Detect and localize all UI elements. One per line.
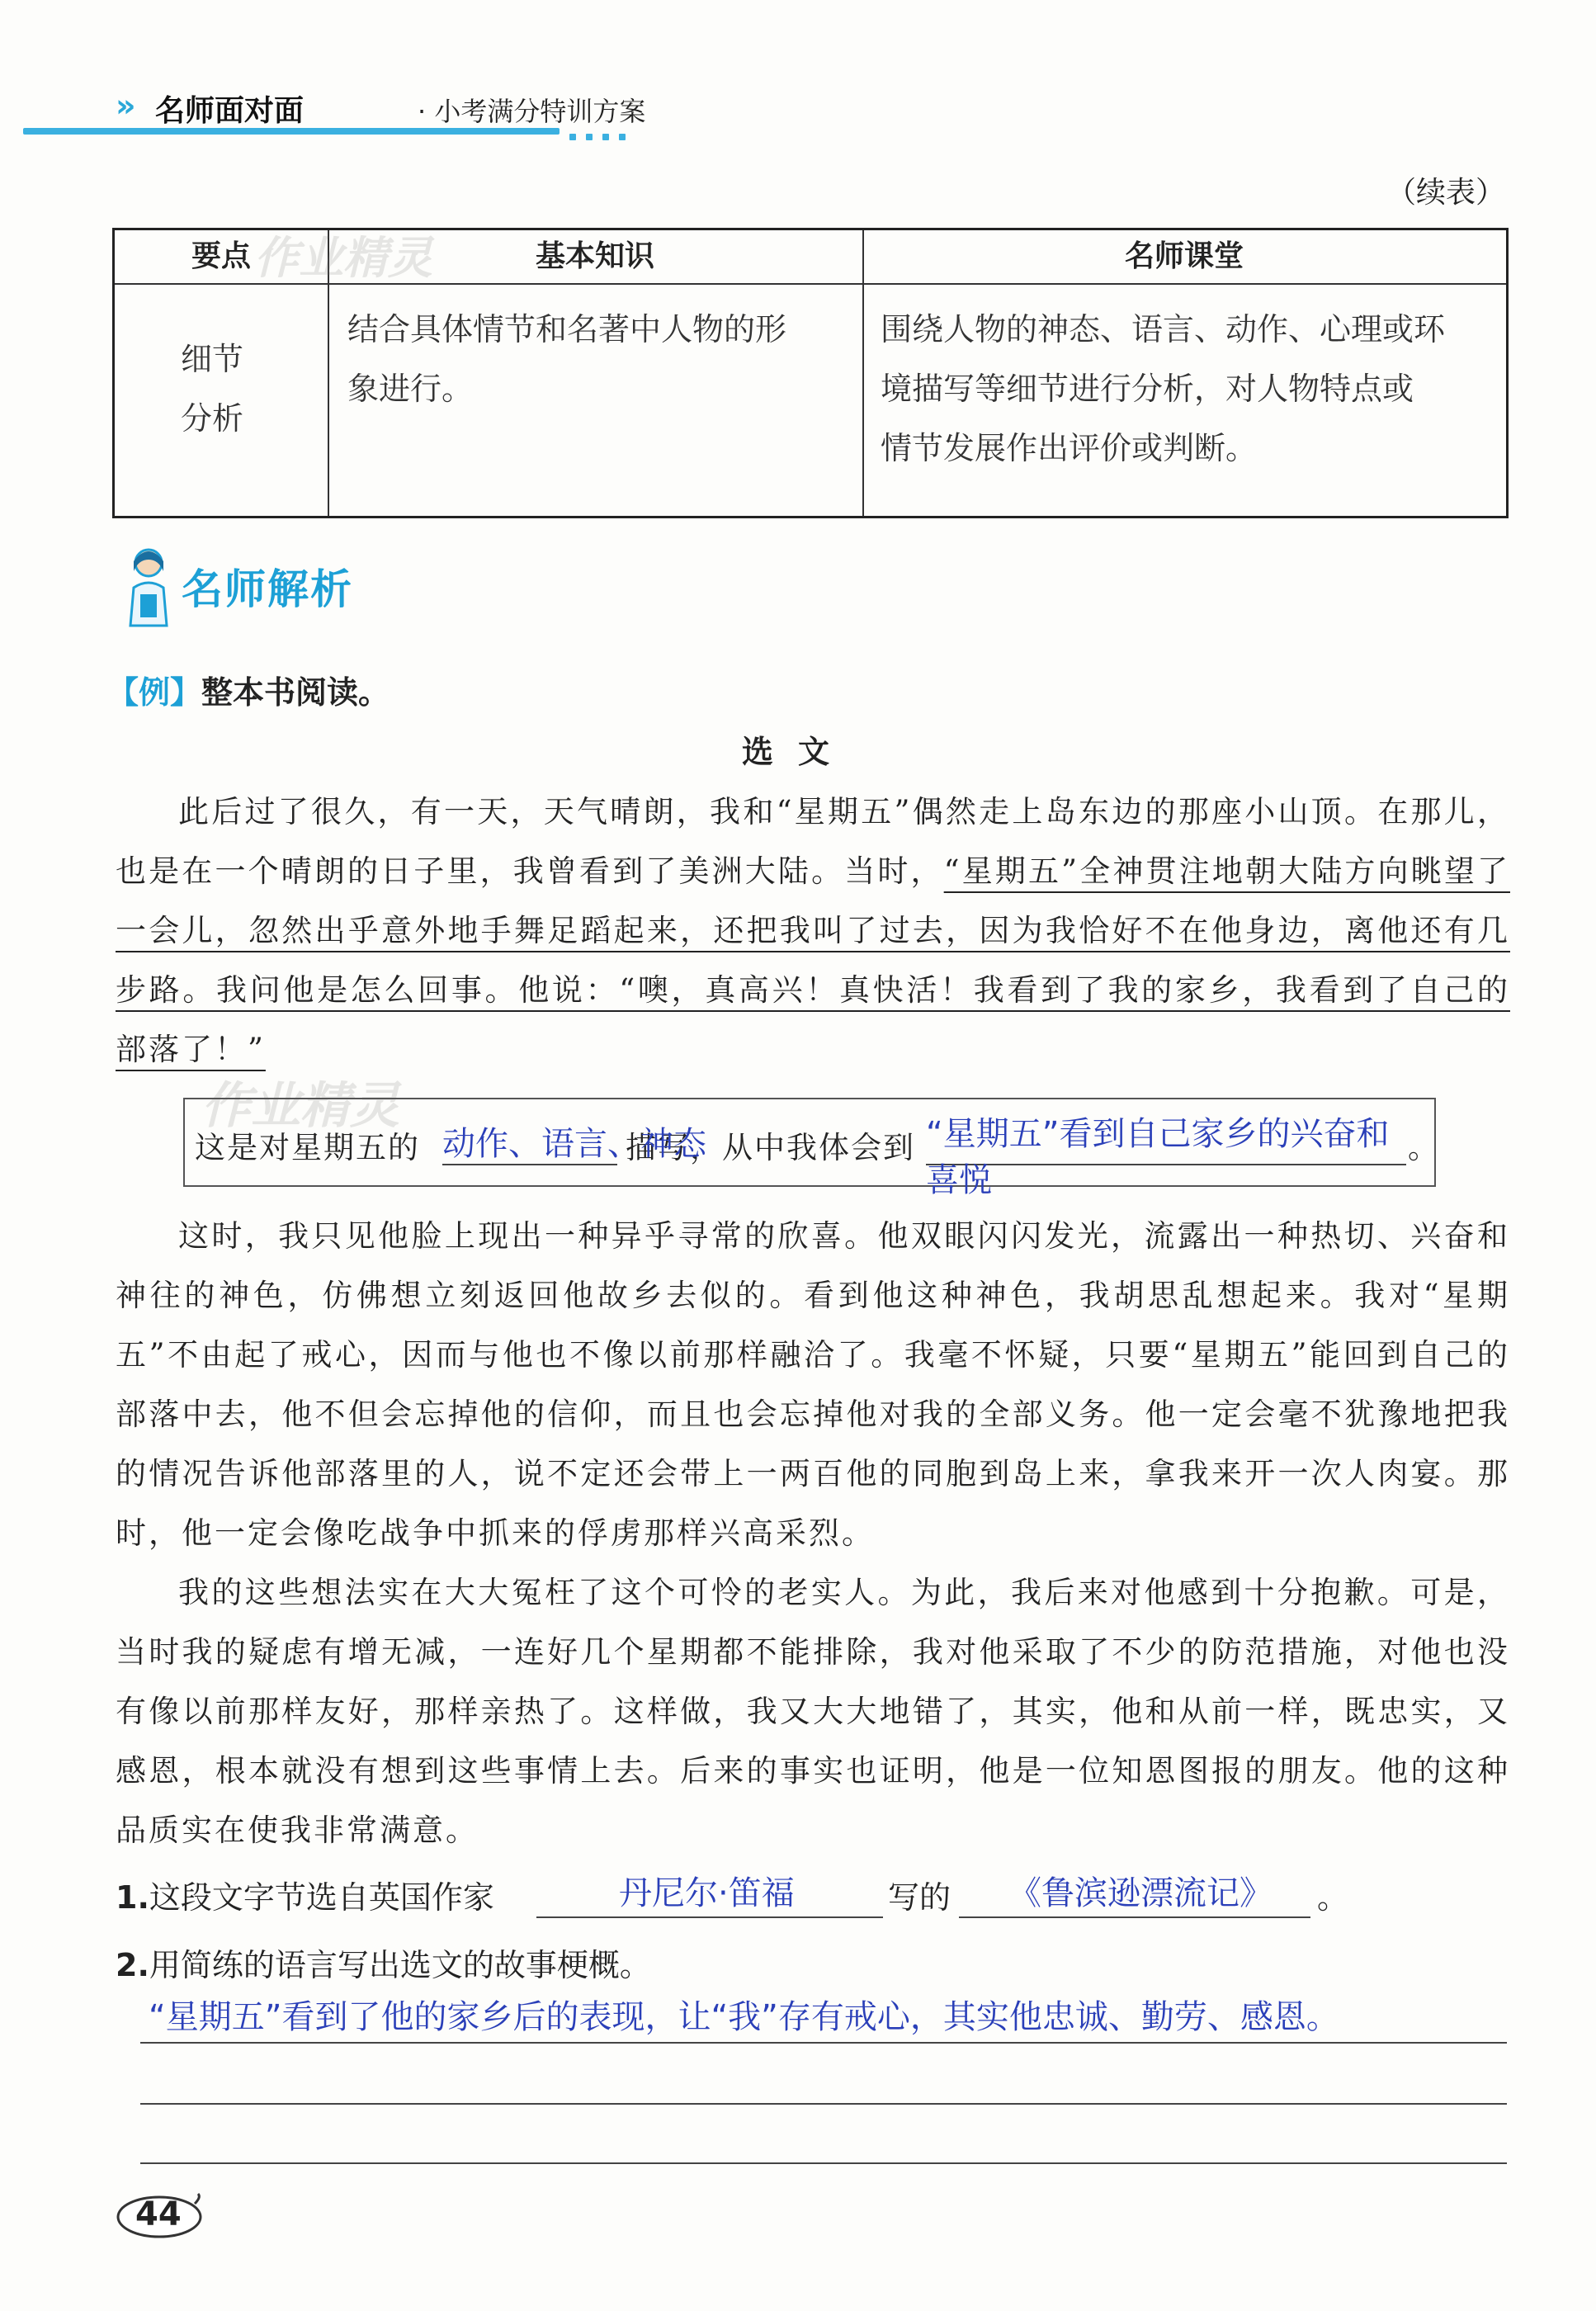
answer-blank	[536, 1916, 883, 1918]
answer-blank	[926, 1164, 1406, 1165]
cell-point: 细节 分析	[181, 341, 244, 437]
teacher-icon	[122, 545, 175, 627]
header-point: 要点	[191, 239, 251, 273]
handwritten-answer: 丹尼尔·笛福	[619, 1874, 795, 1912]
underlined-passage: “星期五”全神贯注地朝大陆方向眺望了一会儿，忽然出乎意外地手舞足蹈起来，还把我叫了过去，因为我恰好不在他身边，离他还有几步路。我问他是怎么回事。他说：“噢，真高兴！真快活！我看到了我的家乡，我看到了自己的部落了！”	[116, 853, 1510, 1067]
watermark: 作业精灵	[254, 232, 432, 284]
example-tag: 【例】	[107, 674, 202, 711]
page-number: 44	[116, 2192, 203, 2238]
handwritten-answer: 动作、语言、神态	[442, 1125, 706, 1163]
cell-tips: 围绕人物的神态、语言、动作、心理或环 境描写等细节进行分析，对人物特点或 情节发展作出评价或判断。	[881, 311, 1446, 466]
example-text: 整本书阅读。	[201, 674, 390, 711]
passage-title: 选文	[741, 734, 854, 770]
answer-line	[140, 2103, 1507, 2105]
section-header	[122, 545, 419, 627]
answer-line	[140, 2042, 1507, 2044]
handwritten-answer: 喜悦	[926, 1161, 992, 1199]
book-subtitle: · 小考满分特训方案	[418, 96, 646, 127]
question-2: 2.用简练的语言写出选文的故事梗概。	[116, 1947, 651, 1983]
paragraph-2: 这时，我只见他脸上现出一种异乎寻常的欣喜。他双眼闪闪发光，流露出一种热切、兴奋和神往的神色，仿佛想立刻返回他故乡去似的。看到他这种神色，我胡思乱想起来。我对“星期五”不由起了戒心，因而与他也不像以前那样融洽了。我毫不怀疑，只要“星期五”能回到自己的部落中去，他不但会忘掉他的信仰，而且也会忘掉他对我的全部义务。他一定会毫不犹豫地把我的情况告诉他部落里的人，说不定还会带上一两百他的同胞到岛上来，拿我来开一次人肉宴。那时，他一定会像吃战争中抓来的俘虏那样兴高采烈。	[116, 1218, 1510, 1551]
watermark: 作业精灵	[201, 1077, 399, 1135]
header-rule	[23, 128, 560, 135]
header-knowledge: 基本知识	[535, 239, 654, 273]
header-dots	[569, 128, 652, 135]
paragraph-3: 我的这些想法实在大大冤枉了这个可怜的老实人。为此，我后来对他感到十分抱歉。可是，当时我的疑虑有增无减，一连好几个星期都不能排除，我对他采取了不少的防范措施，对他也没有像以前那样友好，那样亲热了。这样做，我又大大地错了，其实，他和从前一样，既忠实，又感恩，根本就没有想到这些事情上去。后来的事实也证明，他是一位知恩图报的朋友。他的这种品质实在使我非常满意。	[116, 1575, 1510, 1848]
answer-line	[140, 2162, 1507, 2164]
double-chevron-icon: »	[116, 87, 131, 124]
answer-blank	[959, 1916, 1310, 1918]
header-tips: 名师课堂	[1124, 239, 1244, 273]
continued-label: （续表）	[1386, 176, 1505, 210]
section-title: 名师解析	[182, 565, 353, 613]
analysis-box: 这是对星期五的 描写，从中我体会到 。 动作、语言、神态 “星期五”看到自己家乡的兴奋和 喜悦	[183, 1098, 1436, 1187]
handwritten-answer: “星期五”看到了他的家乡后的表现，让“我”存有戒心，其实他忠诚、勤劳、感恩。	[149, 1998, 1339, 2036]
book-brand: 名师面对面	[155, 93, 305, 128]
paragraph-1: 此后过了很久，有一天，天气晴朗，我和“星期五”偶然走上岛东边的那座小山顶。在那儿，也是在一个晴朗的日子里，我曾看到了美洲大陆。当时，“星期五”全神贯注地朝大陆方向眺望了一会儿，忽然出乎意外地手舞足蹈起来，还把我叫了过去，因为我恰好不在他身边，离他还有几步路。我问他是怎么回事。他说：“噢，真高兴！真快活！我看到了我的家乡，我看到了自己的部落了！”	[116, 794, 1510, 1067]
question-1: 1.这段文字节选自英国作家 丹尼尔·笛福 写的 《鲁滨逊漂流记》 。	[116, 1872, 1518, 1930]
handwritten-answer: 《鲁滨逊漂流记》	[1008, 1874, 1273, 1912]
cell-knowledge: 结合具体情节和名著中人物的形 象进行。	[347, 311, 787, 407]
handwritten-answer: “星期五”看到自己家乡的兴奋和	[926, 1115, 1390, 1153]
example-heading	[107, 667, 390, 712]
